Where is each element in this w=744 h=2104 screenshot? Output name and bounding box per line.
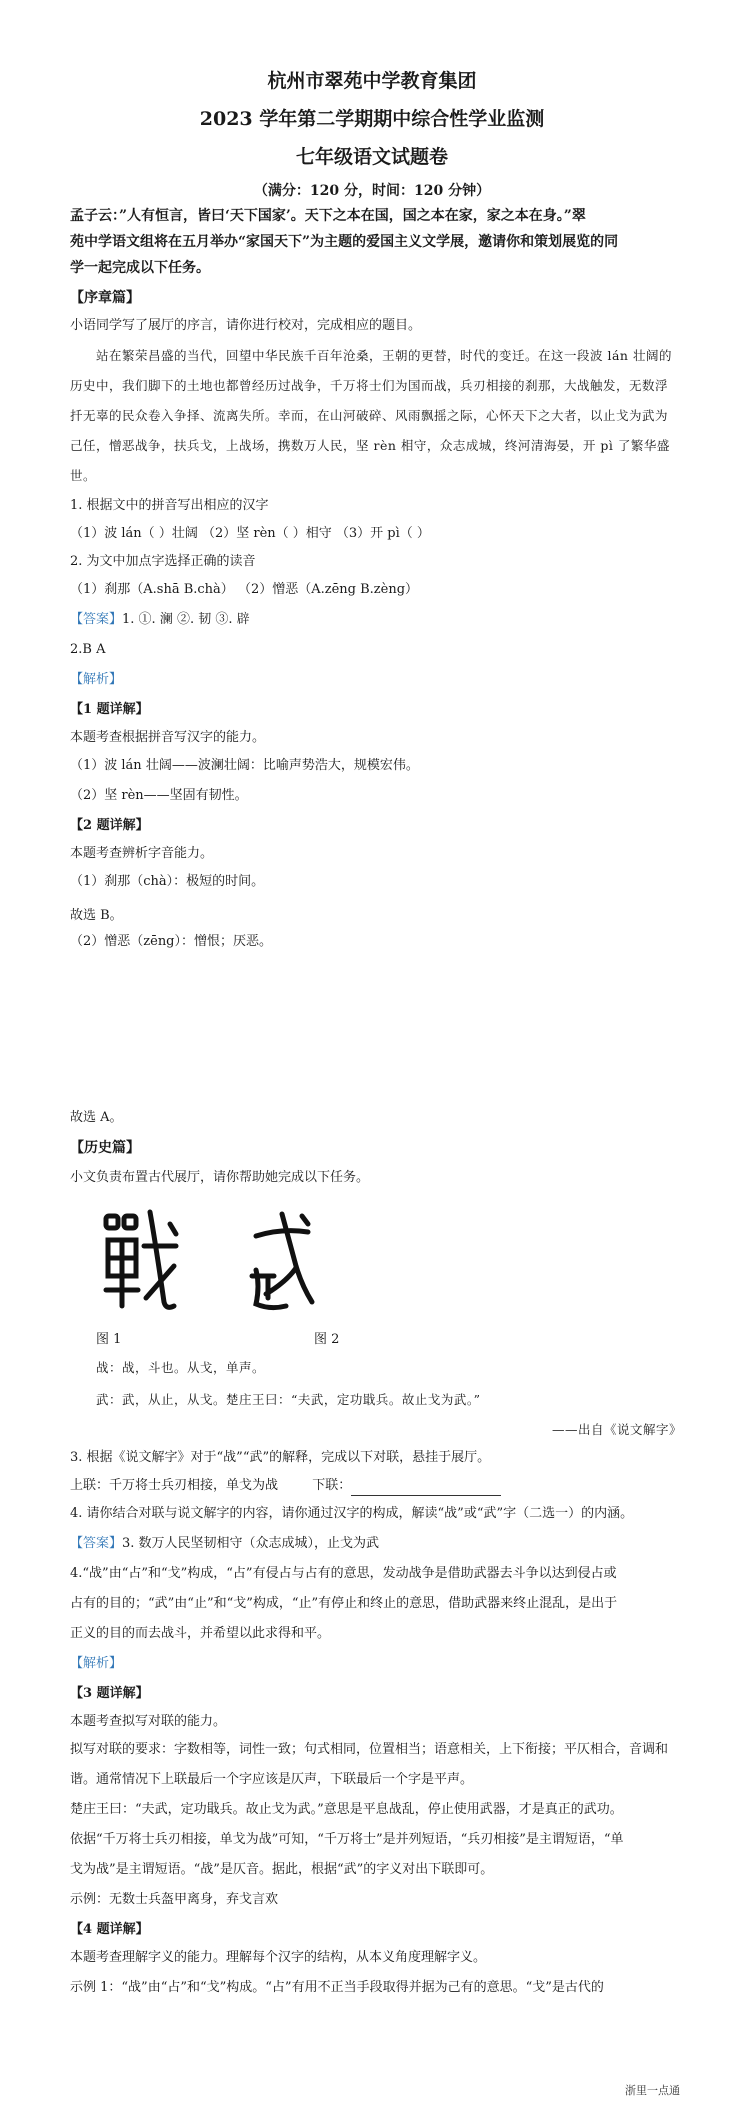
answer-2: 2.B A: [70, 642, 106, 657]
question-1-options: （1）波 lán（ ）壮阔 （2）坚 rèn（ ）相守 （3）开 pì（ ）: [70, 526, 430, 541]
detail-4-example: 示例 1：“战”由“占”和“戈”构成。“占”有用不正当手段取得并据为己有的意思。“戈”是古代的: [70, 1980, 604, 1995]
answer-label: 【答案】: [70, 1536, 123, 1551]
detail-3-text: 本题考查拟写对联的能力。: [70, 1714, 227, 1729]
preface-paragraph-line: 扦无辜的民众卷入争择、流离失所。幸而，在山河破碎、风雨飘摇之际，心怀天下之大者，以止戈为武为: [70, 408, 669, 423]
couplet-upper: 上联：千万将士兵刃相接，单戈为战: [70, 1478, 279, 1493]
answer-3: 3. 数万人民坚韧相守（众志成城），止戈为武: [122, 1536, 380, 1551]
answer-block-3: [70, 1534, 682, 1554]
question-1: 1. 根据文中的拼音写出相应的汉字: [70, 498, 269, 513]
detail-3-line: 戈为战”是主谓短语。“战”是仄音。据此，根据“武”的字义对出下联即可。: [70, 1862, 494, 1877]
seal-character-zhan-image: [100, 1206, 180, 1316]
answer-block-1: [70, 610, 682, 630]
section-heading-preface: 【序章篇】: [70, 290, 140, 306]
question-2-options: （1）刹那（A.shā B.chà） （2）憎恶（A.zēng B.zèng）: [70, 582, 419, 597]
figure-2-caption: 图 2: [314, 1332, 340, 1347]
detail-3-label: 【3 题详解】: [70, 1686, 149, 1701]
detail-2-item-a: （1）刹那（chà）：极短的时间。: [70, 874, 265, 889]
detail-3-line: 拟写对联的要求：字数相等，词性一致；句式相同，位置相当；语意相关，上下衔接；平仄相合，音调和: [70, 1742, 669, 1757]
couplet-lower-blank: [351, 1481, 501, 1496]
answer-4-line: 占有的目的；“武”由“止”和“戈”构成，“止”有停止和终止的意思，借助武器来终止混乱，是出于: [70, 1596, 618, 1611]
school-title: 杭州市翠苑中学教育集团: [267, 70, 477, 92]
answer-1: 1. ①. 澜 ②. 韧 ③. 辟: [122, 612, 250, 627]
question-3: 3. 根据《说文解字》对于“战”“武”的解释，完成以下对联，悬挂于展厅。: [70, 1450, 491, 1465]
definition-wu: 武：武，从止，从戈。楚庄王曰：“夫武，定功戢兵。故止戈为武。”: [96, 1392, 481, 1407]
preface-paragraph-line: 世。: [70, 468, 97, 483]
preface-task: 小语同学写了展厅的序言，请你进行校对，完成相应的题目。: [70, 318, 422, 333]
history-task: 小文负责布置古代展厅，请你帮助她完成以下任务。: [70, 1170, 370, 1185]
intro-line-3: 学一起完成以下任务。: [70, 260, 210, 276]
answer-label: 【答案】: [70, 612, 123, 627]
detail-2-choice-b: 故选 A。: [70, 1110, 123, 1125]
section-heading-history: 【历史篇】: [70, 1140, 140, 1156]
detail-1-label: 【1 题详解】: [70, 702, 149, 717]
figure-1-caption: 图 1: [96, 1332, 122, 1347]
detail-3-line: 依据“千万将士兵刃相接，单戈为战”可知，“千万将士”是并列短语，“兵刃相接”是主谓短语，“单: [70, 1832, 624, 1847]
detail-3-example: 示例：无数士兵盔甲离身，弃戈言欢: [70, 1892, 279, 1907]
detail-1-item-b: （2）坚 rèn——坚固有韧性。: [70, 788, 248, 803]
detail-3-line: 楚庄王曰：“夫武，定功戢兵。故止戈为武。”意思是平息战乱，停止使用武器，才是真正的武功。: [70, 1802, 623, 1817]
exam-info: （满分：120 分，时间：120 分钟）: [253, 183, 491, 199]
analysis-label: 【解析】: [70, 1656, 123, 1671]
detail-2-item-b: （2）憎恶（zēng）：憎恨；厌恶。: [70, 934, 273, 949]
question-2: 2. 为文中加点字选择正确的读音: [70, 554, 256, 569]
definition-zhan: 战：战，斗也。从戈，单声。: [96, 1360, 266, 1375]
detail-3-line: 谐。通常情况下上联最后一个字应该是仄声，下联最后一个字是平声。: [70, 1772, 474, 1787]
detail-2-label: 【2 题详解】: [70, 818, 149, 833]
detail-1-item-a: （1）波 lán 壮阔——波澜壮阔：比喻声势浩大，规模宏伟。: [70, 758, 419, 773]
answer-4-line: 4.“战”由“占”和“戈”构成，“占”有侵占与占有的意思，发动战争是借助武器去斗争以达到侵占或: [70, 1566, 617, 1581]
detail-2-choice-a: 故选 B。: [70, 908, 123, 923]
couplet-line: [70, 1476, 682, 1496]
detail-4-text: 本题考查理解字义的能力。理解每个汉字的结构，从本义角度理解字义。: [70, 1950, 487, 1965]
intro-line-2: 苑中学语文组将在五月举办“家国天下”为主题的爱国主义文学展，邀请你和策划展览的同: [70, 234, 619, 250]
paper-title: 七年级语文试题卷: [295, 146, 448, 168]
preface-paragraph-line: 站在繁荣昌盛的当代，回望中华民族千百年沧桑，王朝的更替，时代的变迁。在这一段波 lán 壮阔的: [96, 348, 672, 363]
analysis-label: 【解析】: [70, 672, 123, 687]
preface-paragraph-line: 历史中，我们脚下的土地也都曾经历过战争，千万将士们为国而战，兵刃相接的刹那，大战触发，无数浮: [70, 378, 669, 393]
footer-brand: 浙里一点通: [625, 2084, 680, 2097]
detail-1-text: 本题考查根据拼音写汉字的能力。: [70, 730, 266, 745]
question-4: 4. 请你结合对联与说文解字的内容，请你通过汉字的构成，解读“战”或“武”字（二选一）的内涵。: [70, 1506, 634, 1521]
seal-character-wu-image: [246, 1206, 316, 1316]
detail-4-label: 【4 题详解】: [70, 1922, 149, 1937]
definition-source: ——出自《说文解字》: [551, 1422, 682, 1437]
detail-2-text: 本题考查辨析字音能力。: [70, 846, 214, 861]
exam-title: 2023 学年第二学期期中综合性学业监测: [199, 108, 545, 130]
answer-4-line: 正义的目的而去战斗，并希望以此求得和平。: [70, 1626, 331, 1641]
couplet-lower-label: 下联：: [312, 1478, 352, 1493]
preface-paragraph-line: 己任，憎恶战争，扶兵戈，上战场，携数万人民，坚 rèn 相守，众志成城，终河清海晏，开 pì 了繁华盛: [70, 438, 670, 453]
intro-line-1: 孟子云：”人有恒言，皆曰‘天下国家’。天下之本在国，国之本在家，家之本在身。”翠: [70, 208, 586, 224]
